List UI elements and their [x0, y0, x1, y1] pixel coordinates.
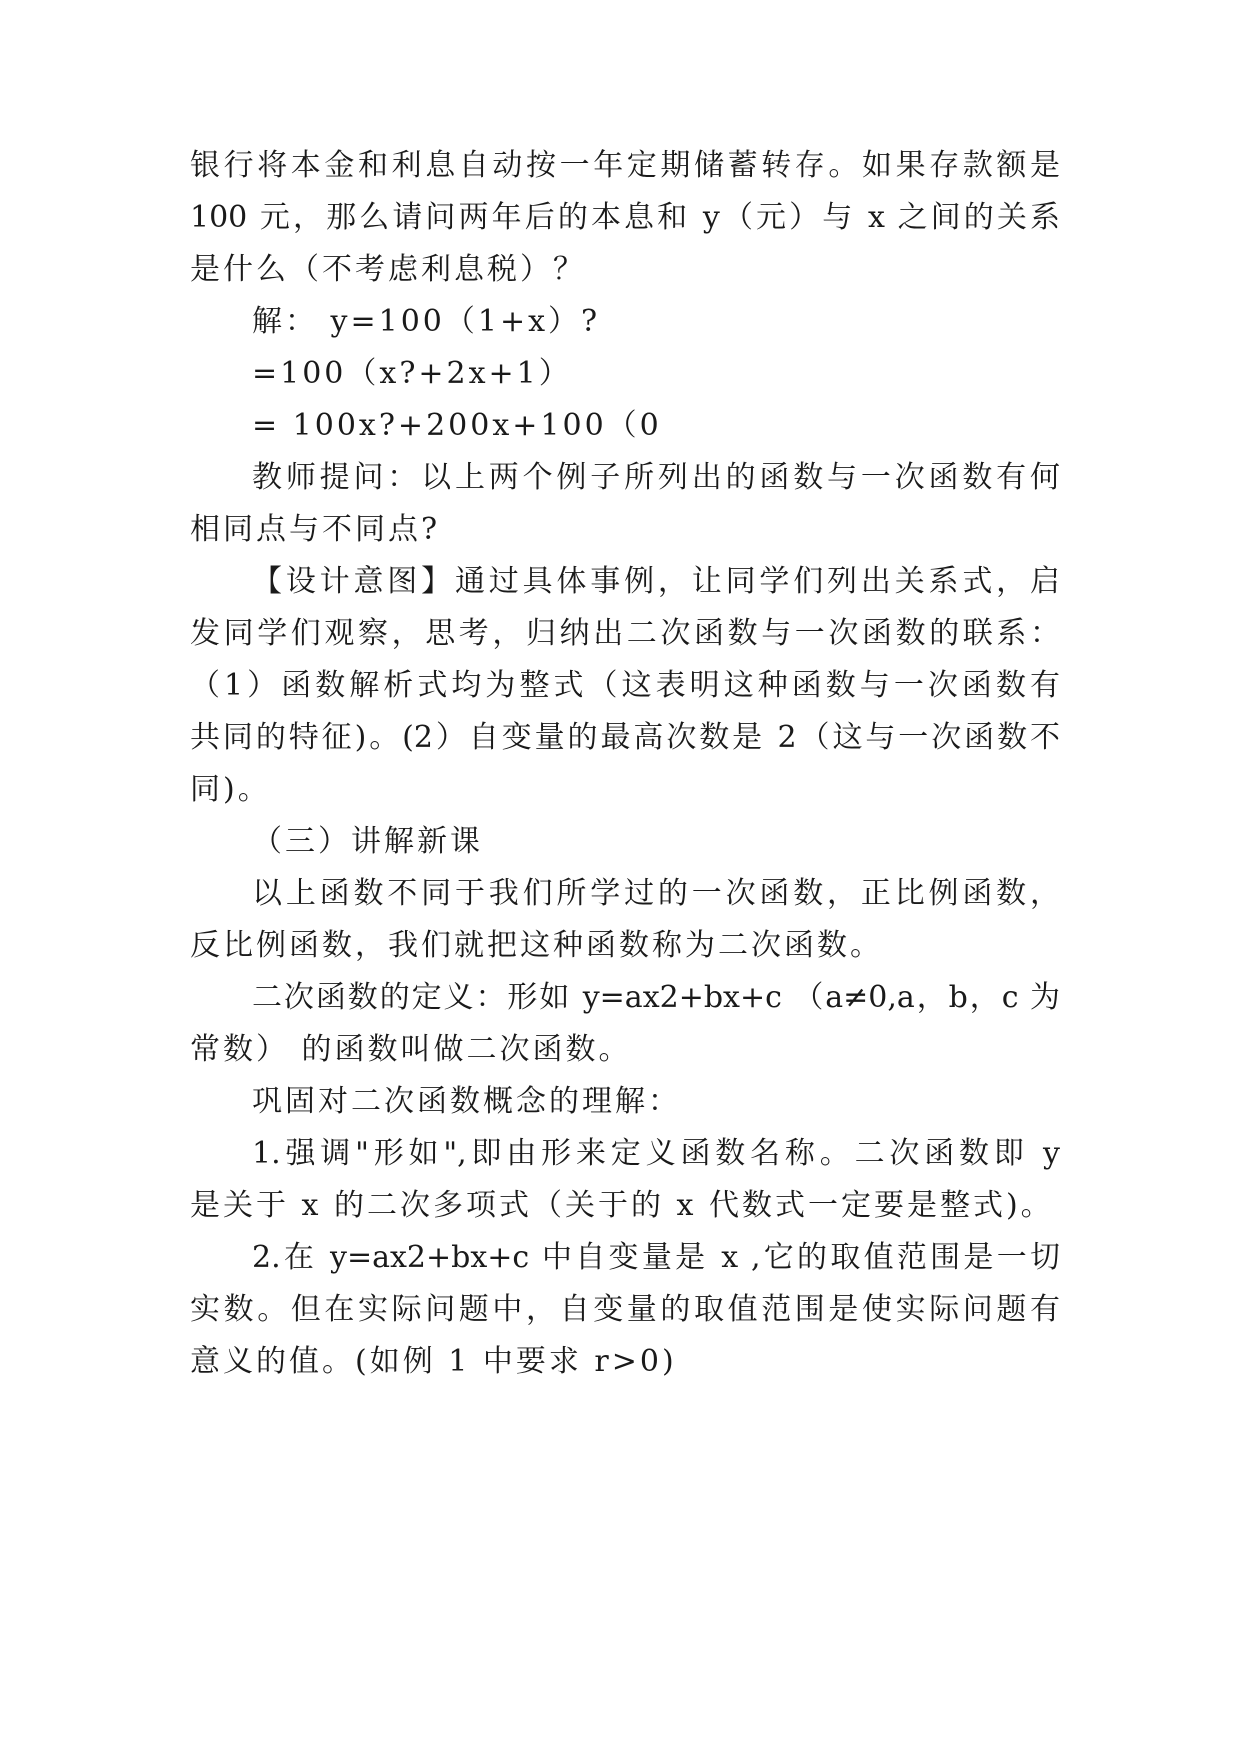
text-line-15: 以上函数不同于我们所学过的一次函数，正比例函数， [252, 876, 1060, 911]
text-line-12: 共同的特征)。(2）自变量的最高次数是 2（这与一次函数不 [190, 720, 1060, 755]
text-line-18: 常数） 的函数叫做二次函数。 [190, 1032, 632, 1067]
text-line-16: 反比例函数，我们就把这种函数称为二次函数。 [190, 928, 883, 963]
text-line-21: 是关于 x 的二次多项式（关于的 x 代数式一定要是整式)。 [190, 1188, 1054, 1223]
text-line-9: 【设计意图】通过具体事例，让同学们列出关系式，启 [252, 564, 1060, 599]
text-line-1: 银行将本金和利息自动按一年定期储蓄转存。如果存款额是 [190, 148, 1060, 183]
text-line-3: 是什么（不考虑利息税）？ [190, 252, 586, 287]
text-line-24: 意义的值。(如例 1 中要求 r>0) [190, 1344, 677, 1379]
text-line-4: 解： y=100（1+x）? [252, 304, 601, 339]
text-line-11: （1）函数解析式均为整式（这表明这种函数与一次函数有 [190, 668, 1060, 703]
text-line-8: 相同点与不同点? [190, 512, 441, 547]
text-line-13: 同)。 [190, 772, 271, 807]
text-line-5: =100（x?+2x+1） [252, 356, 572, 391]
text-line-17: 二次函数的定义：形如 y=ax2+bx+c （a≠0,a，b，c 为 [252, 980, 1060, 1015]
text-line-10: 发同学们观察，思考，归纳出二次函数与一次函数的联系： [190, 616, 1060, 651]
text-line-22: 2.在 y=ax2+bx+c 中自变量是 x ,它的取值范围是一切 [252, 1240, 1060, 1275]
text-line-7: 教师提问：以上两个例子所列出的函数与一次函数有何 [252, 460, 1060, 495]
text-line-20: 1.强调"形如",即由形来定义函数名称。二次函数即 y [252, 1136, 1060, 1171]
text-line-6: = 100x?+200x+100（0 [252, 408, 662, 443]
text-line-2: 100 元，那么请问两年后的本息和 y（元）与 x 之间的关系 [190, 200, 1060, 235]
text-line-19: 巩固对二次函数概念的理解： [252, 1084, 681, 1119]
text-line-23: 实数。但在实际问题中，自变量的取值范围是使实际问题有 [190, 1292, 1060, 1327]
section-heading: （三）讲解新课 [252, 824, 483, 859]
